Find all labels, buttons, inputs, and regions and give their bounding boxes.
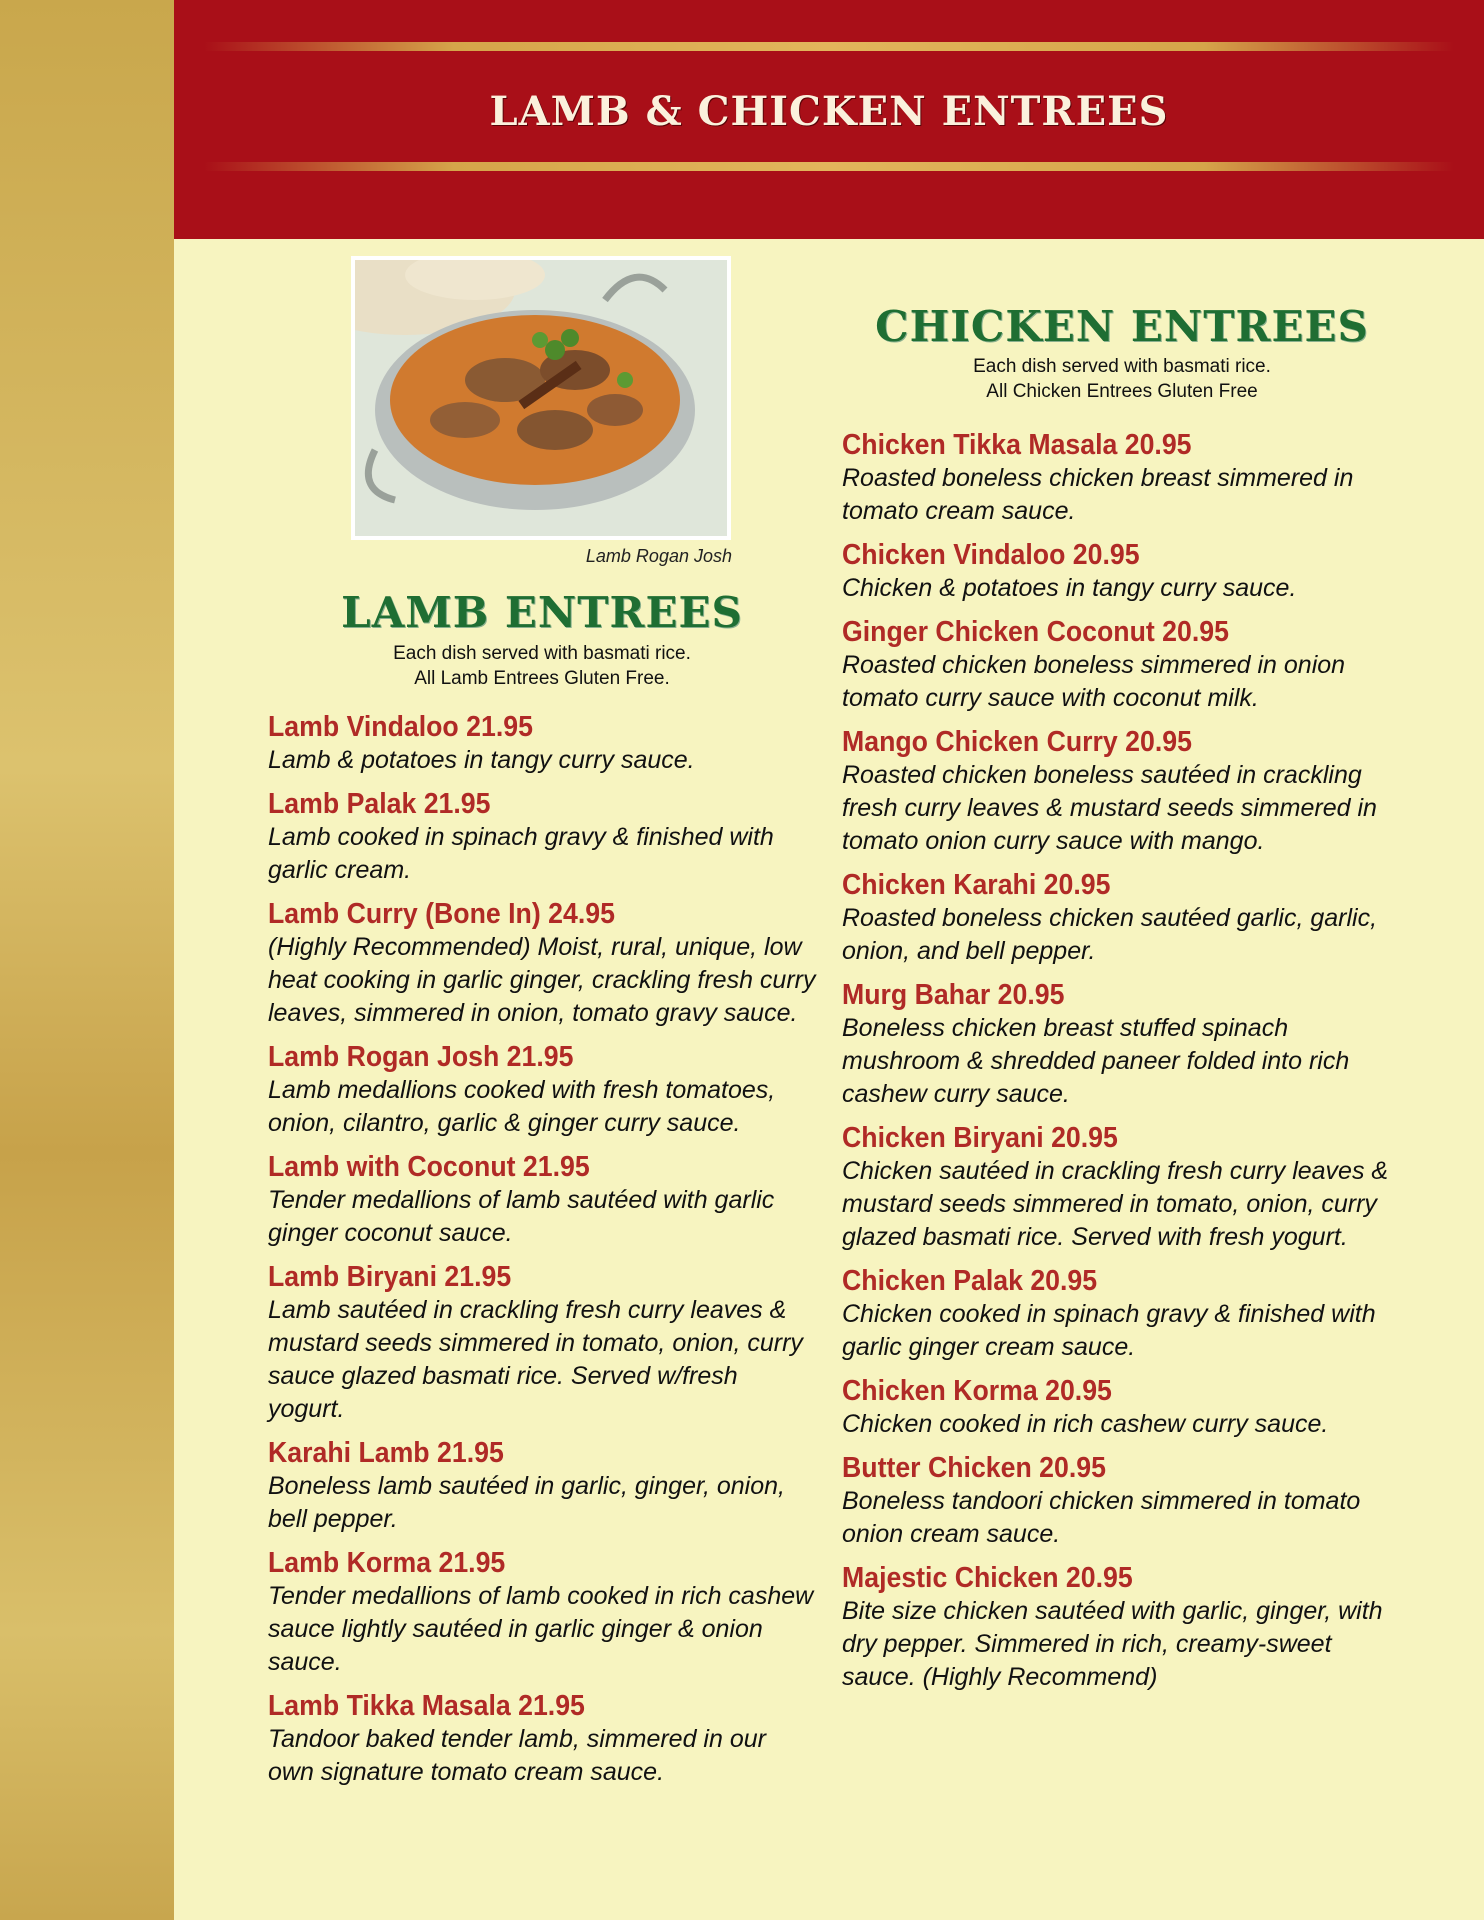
menu-item-description: Roasted chicken boneless sautéed in crackling fresh curry leaves & mustard seeds simmered in tomato onion curry sauce with mango.: [842, 761, 1377, 855]
menu-item: [268, 1546, 816, 1679]
menu-item-name: Karahi Lamb 21.95: [268, 1437, 504, 1469]
menu-item-name: Lamb Tikka Masala 21.95: [268, 1690, 585, 1722]
menu-item-description: Chicken sautéed in crackling fresh curry leaves & mustard seeds simmered in tomato, onion, curry glazed basmati rice. Served with fresh yogurt.: [842, 1157, 1389, 1251]
menu-item-name: Butter Chicken 20.95: [842, 1452, 1106, 1484]
menu-item-name: Majestic Chicken 20.95: [842, 1562, 1133, 1594]
menu-item: [268, 1260, 816, 1426]
menu-item: [268, 1150, 816, 1250]
gold-side-bar: [0, 0, 174, 1920]
menu-item: [842, 868, 1402, 968]
menu-item-name: Chicken Biryani 20.95: [842, 1122, 1118, 1154]
menu-item-description: Tandoor baked tender lamb, simmered in our own signature tomato cream sauce.: [268, 1725, 766, 1786]
menu-item-name: Lamb with Coconut 21.95: [268, 1151, 590, 1183]
page-title: LAMB & CHICKEN ENTREES: [489, 88, 1169, 135]
chicken-section-subtitle: [842, 354, 1402, 404]
menu-item: [842, 428, 1402, 528]
menu-item: [268, 787, 816, 887]
menu-item-description: Chicken cooked in spinach gravy & finished with garlic ginger cream sauce.: [842, 1300, 1376, 1361]
menu-item: [842, 1374, 1402, 1441]
lamb-subtitle-line-1: Each dish served with basmati rice.: [393, 643, 691, 664]
lamb-menu-list: [268, 710, 816, 1799]
menu-item-description: Lamb cooked in spinach gravy & finished with garlic cream.: [268, 823, 774, 884]
menu-item-description: (Highly Recommended) Moist, rural, unique, low heat cooking in garlic ginger, crackling fresh curry leaves, simmered in onion, tomato gravy sauce.: [268, 933, 816, 1027]
menu-item-name: Lamb Rogan Josh 21.95: [268, 1041, 574, 1073]
menu-item: [268, 1040, 816, 1140]
menu-item-name: Chicken Palak 20.95: [842, 1265, 1098, 1297]
photo-caption: Lamb Rogan Josh: [585, 546, 732, 566]
menu-item: [842, 978, 1402, 1111]
menu-item-description: Roasted chicken boneless simmered in onion tomato curry sauce with coconut milk.: [842, 651, 1346, 712]
menu-item-description: Lamb medallions cooked with fresh tomatoes, onion, cilantro, garlic & ginger curry sauce.: [268, 1076, 776, 1137]
menu-item-name: Chicken Tikka Masala 20.95: [842, 429, 1192, 461]
chicken-section-title: CHICKEN ENTREES: [875, 302, 1369, 351]
menu-item-name: Mango Chicken Curry 20.95: [842, 726, 1192, 758]
menu-item-name: Ginger Chicken Coconut 20.95: [842, 616, 1229, 648]
chicken-subtitle-line-1: Each dish served with basmati rice.: [973, 356, 1271, 377]
menu-item-name: Chicken Vindaloo 20.95: [842, 539, 1140, 571]
menu-item-description: Bite size chicken sautéed with garlic, ginger, with dry pepper. Simmered in rich, creamy-sweet sauce. (Highly Recommend): [842, 1597, 1383, 1691]
menu-item-description: Roasted boneless chicken breast simmered in tomato cream sauce.: [842, 464, 1354, 525]
lamb-section-subtitle: [268, 641, 816, 691]
menu-item-description: Tender medallions of lamb sautéed with garlic ginger coconut sauce.: [268, 1186, 775, 1247]
menu-item: [268, 1689, 816, 1789]
menu-item-name: Chicken Karahi 20.95: [842, 869, 1111, 901]
menu-item: [842, 1121, 1402, 1254]
dish-photo: [351, 256, 731, 540]
menu-item-description: Boneless tandoori chicken simmered in tomato onion cream sauce.: [842, 1487, 1361, 1548]
menu-item: [842, 1264, 1402, 1364]
menu-item-description: Tender medallions of lamb cooked in rich cashew sauce lightly sautéed in garlic ginger & onion sauce.: [268, 1582, 814, 1676]
menu-item-description: Boneless lamb sautéed in garlic, ginger, onion, bell pepper.: [268, 1472, 785, 1533]
menu-item: [842, 1561, 1402, 1694]
menu-item-name: Lamb Biryani 21.95: [268, 1261, 512, 1293]
menu-item: [842, 1451, 1402, 1551]
chicken-subtitle-line-2: All Chicken Entrees Gluten Free: [986, 381, 1258, 402]
lamb-subtitle-line-2: All Lamb Entrees Gluten Free.: [414, 668, 670, 689]
menu-item-description: Lamb & potatoes in tangy curry sauce.: [268, 746, 695, 774]
header-banner: [174, 0, 1484, 239]
menu-item-description: Chicken cooked in rich cashew curry sauce.: [842, 1410, 1329, 1438]
menu-item: [842, 615, 1402, 715]
menu-item: [842, 725, 1402, 858]
menu-item-name: Lamb Curry (Bone In) 24.95: [268, 898, 615, 930]
gold-rule-top: [204, 42, 1454, 51]
menu-item-name: Chicken Korma 20.95: [842, 1375, 1112, 1407]
menu-item-description: Chicken & potatoes in tangy curry sauce.: [842, 574, 1297, 602]
chicken-menu-list: [842, 428, 1402, 1704]
menu-item-name: Lamb Palak 21.95: [268, 788, 491, 820]
menu-item-description: Boneless chicken breast stuffed spinach mushroom & shredded paneer folded into rich cashew curry sauce.: [842, 1014, 1350, 1108]
menu-item-name: Lamb Korma 21.95: [268, 1547, 506, 1579]
menu-item: [268, 897, 816, 1030]
menu-item: [268, 1436, 816, 1536]
menu-item-description: Roasted boneless chicken sautéed garlic, garlic, onion, and bell pepper.: [842, 904, 1378, 965]
menu-item-name: Murg Bahar 20.95: [842, 979, 1065, 1011]
gold-rule-bottom: [204, 162, 1454, 171]
menu-item: [268, 710, 816, 777]
menu-item-description: Lamb sautéed in crackling fresh curry leaves & mustard seeds simmered in tomato, onion, curry sauce glazed basmati rice. Served w/fresh yogurt.: [268, 1296, 803, 1423]
menu-item: [842, 538, 1402, 605]
lamb-section-title: LAMB ENTREES: [341, 588, 743, 637]
menu-item-name: Lamb Vindaloo 21.95: [268, 711, 533, 743]
